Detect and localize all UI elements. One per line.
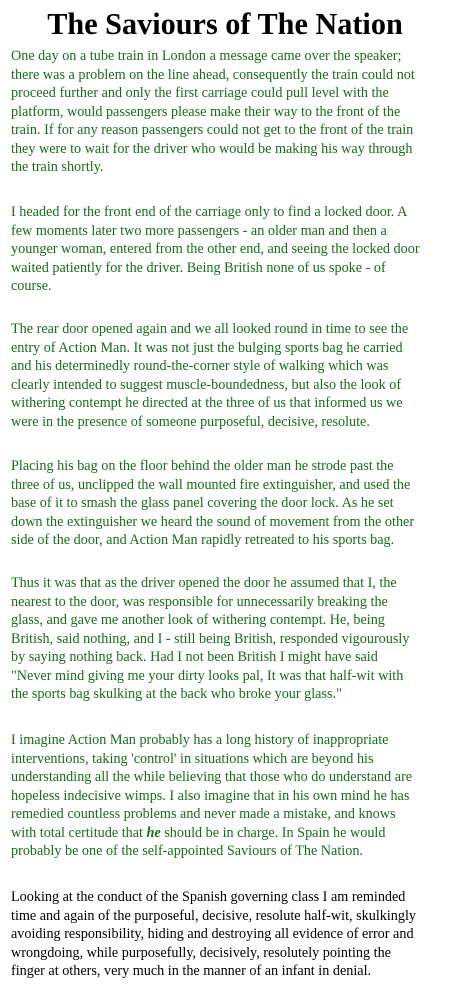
paragraph-7 [11,888,443,981]
paragraph-line: by saying nothing back. Had I not been British I might have said [11,649,378,665]
paragraph-line: wrongdoing, while purposefully, decisively, resolutely pointing the [11,944,391,961]
paragraph-line: there was a problem on the line ahead, consequently the train could not [11,66,415,83]
paragraph-line: down the extinguisher we heard the sound of movement from the other [11,513,415,530]
paragraph-line: Placing his bag on the floor behind the older man he strode past the [11,458,394,474]
paragraph-line: course. [11,278,52,294]
paragraph-line: the train shortly. [11,159,104,175]
line-text-after: should be in charge. In Spain he would [160,824,386,841]
paragraph-5 [11,574,443,704]
paragraph-line: glass, and gave me another look of withering contempt. He, being [11,612,385,628]
paragraph-line: British, said nothing, and I - still being British, responded vigourously [11,630,410,647]
paragraph-line: finger at others, very much in the manner of an infant in denial. [11,963,372,979]
paragraph-line: younger woman, entered from the other end, and seeing the locked door [11,241,420,257]
paragraph-line: they were to wait for the driver who would be making his way through [11,140,413,157]
paragraph-line: time and again of the purposeful, decisive, resolute half-wit, skulkingly [11,907,417,924]
paragraph-line: Thus it was that as the driver opened the door he assumed that I, the [11,575,397,591]
paragraph-line: remedied countless problems and never made a mistake, and knows [11,806,396,822]
emphasized-word: he [146,824,161,841]
paragraph-line: three of us, unclipped the wall mounted fire extinguisher, and used the [11,476,411,493]
paragraph-4 [11,457,443,550]
paragraph-line: "Never mind giving me your dirty looks pal, It was that half-wit with [11,667,404,684]
paragraph-line: few moments later two more passengers - an older man and then a [11,222,387,239]
paragraph-line: were in the presence of someone purposeful, decisive, resolute. [11,413,370,430]
paragraph-line: entry of Action Man. It was not just the bulging sports bag he carried [11,339,403,356]
paragraph-line: nearest to the door, was responsible for unnecessarily breaking the [11,593,388,610]
paragraph-line: and his determinedly round-the-corner style of walking which was [11,358,389,374]
paragraph-line: side of the door, and Action Man rapidly retreated to his sports bag. [11,532,395,548]
paragraph-line: The rear door opened again and we all looked round in time to see the [11,321,409,337]
paragraph-line: withering contempt he directed at the three of us that informed us we [11,395,403,411]
paragraph-6 [11,731,443,861]
paragraph-line: One day on a tube train in London a message came over the speaker; [11,48,402,64]
paragraph-line: clearly intended to suggest muscle-boundedness, but also the look of [11,376,402,393]
paragraph-line: probably be one of the self-appointed Saviours of The Nation. [11,843,363,859]
paragraph-line: Looking at the conduct of the Spanish governing class I am reminded [11,889,406,905]
paragraph-line: I imagine Action Man probably has a long history of inappropriate [11,732,389,748]
paragraph-line: waited patiently for the driver. Being British none of us spoke - of [11,259,386,276]
paragraph-line: the sports bag skulking at the back who broke your glass." [11,686,342,702]
paragraph-line [11,824,443,843]
paragraph-line: understanding all the while believing that those who do understand are [11,769,413,785]
paragraph-line: train. If for any reason passengers could not get to the front of the train [11,122,414,138]
paragraph-line: I headed for the front end of the carriage only to find a locked door. A [11,204,408,220]
paragraph-line: hopeless indecisive wimps. I also imagine that in his own mind he has [11,787,410,804]
page-title: The Saviours of The Nation [47,7,403,41]
paragraph-line: proceed further and only the first carriage could pull level with the [11,85,389,101]
paragraph-1 [11,47,443,177]
paragraph-line: interventions, taking 'control' in situations which are beyond his [11,750,374,767]
paragraph-line: avoiding responsibility, hiding and destroying all evidence of error and [11,926,414,942]
line-text-before: with total certitude that [11,824,147,841]
paragraph-line: platform, would passengers please make their way to the front of the [11,103,401,120]
paragraph-3 [11,320,443,431]
paragraph-line: base of it to smash the glass panel covering the door lock. As he set [11,495,394,511]
paragraph-2 [11,203,443,296]
